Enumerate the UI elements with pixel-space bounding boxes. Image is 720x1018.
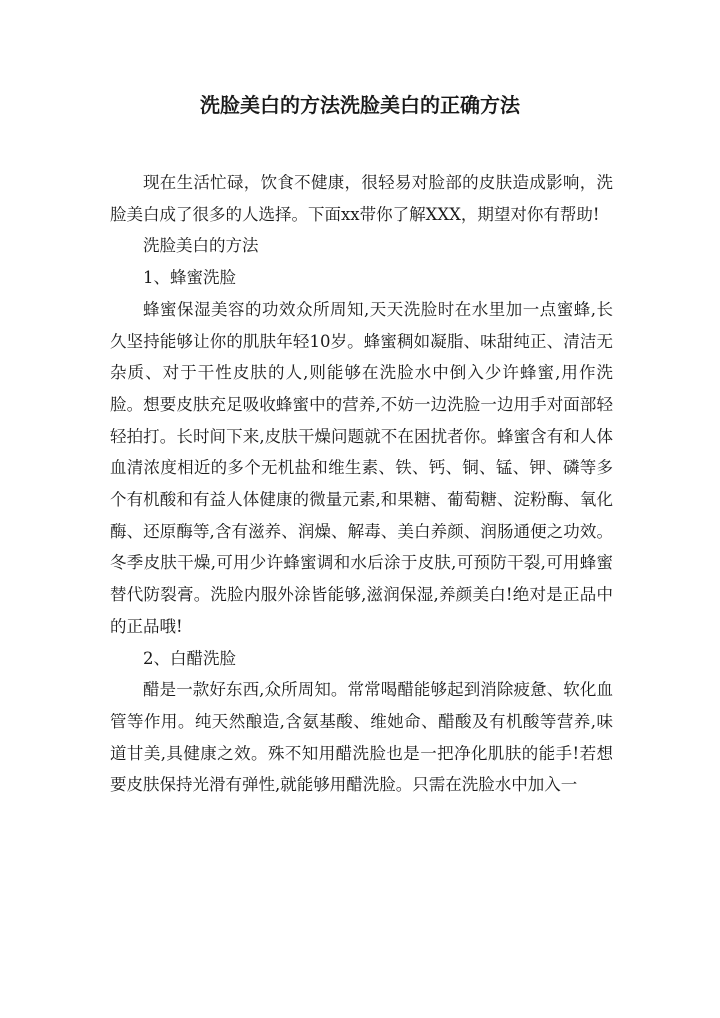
subsection-heading-honey: 1、蜂蜜洗脸 — [143, 268, 236, 288]
document-body — [110, 167, 613, 801]
subsection-heading-vinegar: 2、白醋洗脸 — [143, 648, 236, 668]
paragraph-intro: 现在生活忙碌，饮食不健康，很轻易对脸部的皮肤造成影响，洗脸美白成了很多的人选择。下面xx带你了解XXX，期望对你有帮助! — [110, 173, 613, 224]
document-title: 洗脸美白的方法洗脸美白的正确方法 — [200, 93, 520, 117]
section-heading: 洗脸美白的方法 — [143, 236, 259, 256]
paragraph-vinegar: 醋是一款好东西,众所周知。常常喝醋能够起到消除疲惫、软化血管等作用。纯天然酿造,含氨基酸、维她命、醋酸及有机酸等营养,味道甘美,具健康之效。殊不知用醋洗脸也是一把净化肌肤的能手!若想要皮肤保持光滑有弹性,就能够用醋洗脸。只需在洗脸水中加入一 — [110, 680, 613, 795]
paragraph-honey: 蜂蜜保湿美容的功效众所周知,天天洗脸时在水里加一点蜜蜂,长久坚持能够让你的肌肤年轻10岁。蜂蜜稠如凝脂、味甜纯正、清洁无杂质、对于干性皮肤的人,则能够在洗脸水中倒入少许蜂蜜,用作洗脸。想要皮肤充足吸收蜂蜜中的营养,不妨一边洗脸一边用手对面部轻轻拍打。长时间下来,皮肤干燥问题就不在困扰者你。蜂蜜含有和人体血清浓度相近的多个无机盐和维生素、铁、钙、铜、锰、钾、磷等多个有机酸和有益人体健康的微量元素,和果糖、葡萄糖、淀粉酶、氧化酶、还原酶等,含有滋养、润燥、解毒、美白养颜、润肠通便之功效。冬季皮肤干燥,可用少许蜂蜜调和水后涂于皮肤,可预防干裂,可用蜂蜜替代防裂膏。洗脸内服外涂皆能够,滋润保湿,养颜美白!绝对是正品中的正品哦! — [110, 299, 613, 636]
